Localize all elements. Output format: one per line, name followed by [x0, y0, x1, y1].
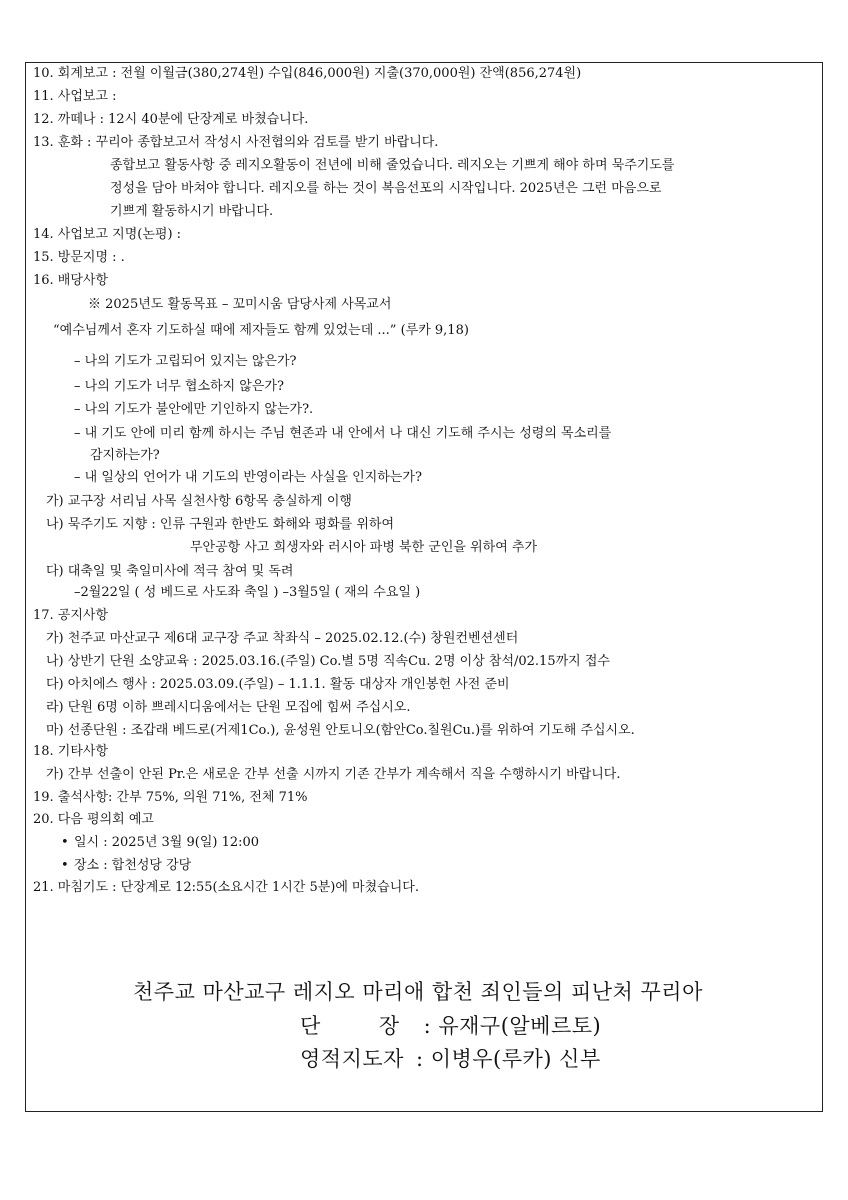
item-13-sermon-line: 기쁘게 활동하시기 바랍니다.	[110, 204, 274, 219]
assignment-ga: 가) 교구장 서리님 사목 실천사항 6항목 충실하게 이행	[46, 494, 352, 509]
item-13-sermon-line: 정성을 담아 바쳐야 합니다. 레지오를 하는 것이 복음선포의 시작입니다. 2025년은 그런 마음으로	[110, 181, 662, 196]
activity-goal: ※ 2025년도 활동목표 – 꼬미시움 담당사제 사목교서	[88, 297, 392, 312]
footer-organization: 천주교 마산교구 레지오 마리애 합천 죄인들의 피난처 꾸리아	[133, 980, 703, 1004]
next-meeting-place: • 장소 : 합천성당 강당	[74, 858, 191, 874]
reflection-question: – 나의 기도가 불안에만 기인하지 않는가?.	[74, 402, 314, 417]
item-14-review: 14. 사업보고 지명(논평) :	[33, 227, 182, 242]
item-21-closing-prayer: 21. 마침기도 : 단장계로 12:55(소요시간 1시간 5분)에 마쳤습니다.	[33, 880, 419, 895]
footer-leader-name: : 유재구(알베르토)	[423, 1014, 602, 1038]
item-17-notices: 17. 공지사항	[33, 608, 109, 623]
notice-ra: 라) 단원 6명 이하 쁘레시디움에서는 단원 모집에 힘써 주십시오.	[46, 700, 411, 715]
item-13-sermon: 13. 훈화 : 꾸리아 종합보고서 작성시 사전협의와 검토를 받기 바랍니다.	[33, 135, 439, 150]
notice-na: 나) 상반기 단원 소양교육 : 2025.03.16.(주일) Co.별 5명 직속Cu. 2명 이상 참석/02.15까지 접수	[46, 654, 610, 669]
footer-director	[300, 1046, 601, 1072]
footer-leader	[300, 1013, 601, 1039]
notice-ma: 마) 선종단원 : 조갑래 베드로(거제1Co.), 윤성원 안토니오(함안Co.칠원Cu.)를 위하여 기도해 주십시오.	[46, 723, 635, 738]
item-11-business-report: 11. 사업보고 :	[33, 89, 117, 104]
item-18-other: 18. 기타사항	[33, 744, 109, 759]
item-10-accounting: 10. 회계보고 : 전월 이월금(380,274원) 수입(846,000원) 지출(370,000원) 잔액(856,274원)	[33, 66, 582, 81]
notice-ga: 가) 천주교 마산교구 제6대 교구장 주교 착좌식 – 2025.02.12.(수) 창원컨벤션센터	[46, 631, 519, 646]
reflection-question: – 나의 기도가 너무 협소하지 않은가?	[74, 379, 284, 394]
item-20-next-meeting: 20. 다음 평의회 예고	[33, 812, 154, 827]
reflection-question: – 내 일상의 언어가 내 기도의 반영이라는 사실을 인지하는가?	[74, 470, 422, 485]
item-13-sermon-line: 종합보고 활동사항 중 레지오활동이 전년에 비해 줄었습니다. 레지오는 기쁘게 해야 하며 묵주기도를	[110, 158, 675, 173]
item-15-visit: 15. 방문지명 : .	[33, 250, 125, 265]
footer-director-label: 영적지도자	[300, 1047, 404, 1071]
item-12-catena: 12. 까떼나 : 12시 40분에 단장계로 바쳤습니다.	[33, 112, 309, 127]
scripture-quote: “예수님께서 혼자 기도하실 때에 제자들도 함께 있었는데 ...” (루카 9,18)	[53, 323, 469, 338]
reflection-question-cont: 감지하는가?	[90, 448, 160, 463]
reflection-question: – 나의 기도가 고립되어 있지는 않은가?	[74, 354, 297, 369]
other-ga: 가) 간부 선출이 안된 Pr.은 새로운 간부 선출 시까지 기존 간부가 계속해서 직을 수행하시기 바랍니다.	[46, 767, 621, 782]
footer-director-name: : 이병우(루카) 신부	[415, 1047, 601, 1071]
reflection-question: – 내 기도 안에 미리 함께 하시는 주님 현존과 내 안에서 나 대신 기도해 주시는 성령의 목소리를	[74, 426, 612, 441]
footer-leader-label: 장	[378, 1014, 400, 1038]
item-16-assignments: 16. 배당사항	[33, 273, 109, 288]
item-19-attendance: 19. 출석사항: 간부 75%, 의원 71%, 전체 71%	[33, 790, 308, 805]
footer-leader-label: 단	[300, 1014, 321, 1038]
feast-days: –2월22일 ( 성 베드로 사도좌 축일 ) –3월5일 ( 재의 수요일 )	[74, 585, 421, 600]
notice-da: 다) 아치에스 행사 : 2025.03.09.(주일) – 1.1.1. 활동 대상자 개인봉헌 사전 준비	[46, 677, 510, 692]
next-meeting-date: • 일시 : 2025년 3월 9(일) 12:00	[74, 835, 259, 851]
assignment-da: 다) 대축일 및 축일미사에 적극 참여 및 독려	[46, 564, 294, 579]
assignment-na: 나) 묵주기도 지향 : 인류 구원과 한반도 화해와 평화를 위하여	[46, 517, 395, 532]
assignment-na-cont: 무안공항 사고 희생자와 러시아 파병 북한 군인을 위하여 추가	[190, 540, 538, 555]
